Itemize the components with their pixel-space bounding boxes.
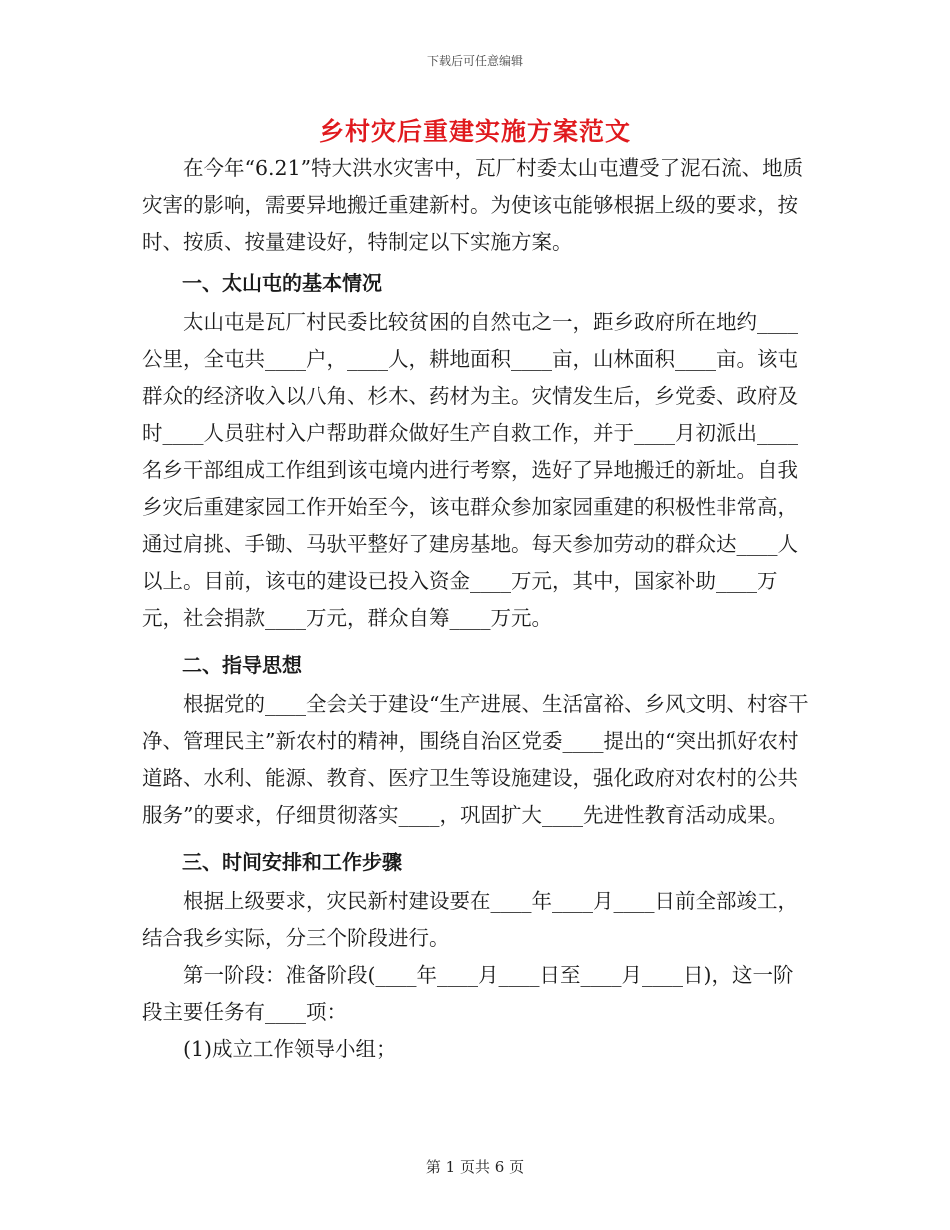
document-body: [142, 150, 812, 1068]
page-footer: 第 1 页共 6 页: [425, 1158, 525, 1176]
section-3-list-item-1: (1)成立工作领导小组；: [183, 1037, 397, 1061]
section-1-heading: 一、太山屯的基本情况: [182, 271, 382, 295]
section-3-heading: 三、时间安排和工作步骤: [182, 850, 402, 874]
intro-paragraph: 在今年“6.21”特大洪水灾害中，瓦厂村委太山屯遭受了泥石流、地质灾害的影响，需要异地搬迁重建新村。为使该屯能够根据上级的要求，按时、按质、按量建设好，特制定以下实施方案。: [142, 156, 804, 254]
page-header: 下载后可任意编辑: [426, 54, 523, 68]
section-2-paragraph: 根据党的____全会关于建设“生产进展、生活富裕、乡风文明、村容干净、管理民主”新农村的精神，围绕自治区党委____提出的“突出抓好农村道路、水利、能源、教育、医疗卫生等设施建设，强化政府对农村的公共服务”的要求，仔细贯彻落实____，巩固扩大____先进性教育活动成果。: [142, 692, 809, 827]
section-3-paragraph-2: 第一阶段：准备阶段(____年____月____日至____月____日)，这一阶段主要任务有____项：: [142, 963, 794, 1024]
section-3-paragraph-1: 根据上级要求，灾民新村建设要在____年____月____日前全部竣工，结合我乡实际，分三个阶段进行。: [142, 889, 798, 950]
section-1-paragraph: 太山屯是瓦厂村民委比较贫困的自然屯之一，距乡政府所在地约____公里，全屯共____户，____人，耕地面积____亩，山林面积____亩。该屯群众的经济收入以八角、杉木、药材为主。灾情发生后，乡党委、政府及时____人员驻村入户帮助群众做好生产自救工作，并于____月初派出____名乡干部组成工作组到该屯境内进行考察，选好了异地搬迁的新址。自我乡灾后重建家园工作开始至今，该屯群众参加家园重建的积极性非常高，通过肩挑、手锄、马驮平整好了建房基地。每天参加劳动的群众达____人以上。目前，该屯的建设已投入资金____万元，其中，国家补助____万元，社会捐款____万元，群众自筹____万元。: [142, 310, 798, 630]
section-2-heading: 二、指导思想: [182, 653, 302, 677]
document-title: 乡村灾后重建实施方案范文: [318, 117, 631, 146]
